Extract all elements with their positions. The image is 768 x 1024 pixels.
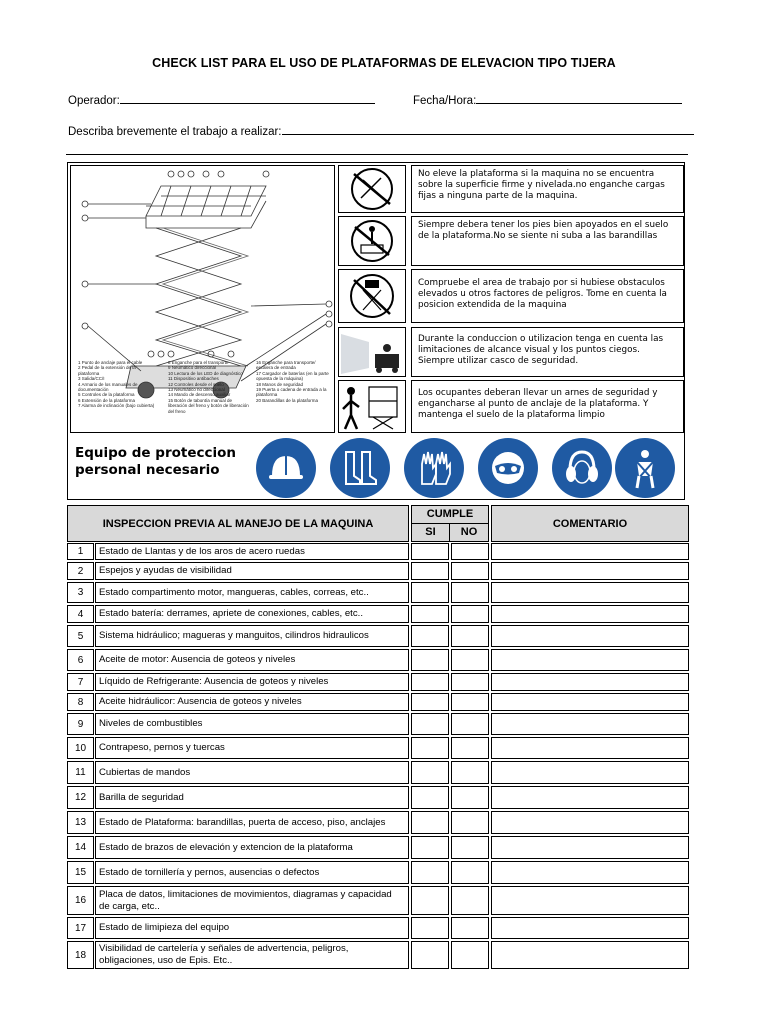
row-no-checkbox[interactable] xyxy=(451,543,489,560)
row-item-text: Sistema hidráulico; magueras y manguitos, cilindros hidraulicos xyxy=(95,625,409,647)
row-no-checkbox[interactable] xyxy=(451,786,489,809)
epp-label xyxy=(75,445,236,479)
row-si-checkbox[interactable] xyxy=(411,605,449,623)
row-comment-field[interactable] xyxy=(491,941,689,969)
helmet-icon xyxy=(256,438,316,498)
header-cumple-label: CUMPLE xyxy=(412,506,488,524)
header-comentario: COMENTARIO xyxy=(491,505,689,542)
legend-col-1 xyxy=(78,360,156,409)
legend-item: 5 Controles de la plataforma xyxy=(78,392,135,398)
row-comment-field[interactable] xyxy=(491,761,689,784)
table-row xyxy=(67,811,689,834)
row-si-checkbox[interactable] xyxy=(411,917,449,939)
row-number: 8 xyxy=(67,693,94,711)
legend-item: 11 Dispositivo antibaches xyxy=(168,376,219,382)
table-row xyxy=(67,737,689,759)
row-item-text: Niveles de combustibles xyxy=(95,713,409,735)
legend-item: 14 Mando de descenso auxiliar xyxy=(168,392,231,398)
row-number: 2 xyxy=(67,562,94,580)
legend-item: 2 Pedal de la extensión de la plataforma xyxy=(78,365,136,376)
row-no-checkbox[interactable] xyxy=(451,737,489,759)
row-item-text: Estado de Llantas y de los aros de acero ruedas xyxy=(95,543,409,560)
table-row xyxy=(67,693,689,711)
row-item-text: Estado de limipieza del equipo xyxy=(95,917,409,939)
row-no-checkbox[interactable] xyxy=(451,649,489,671)
row-item-text: Líquido de Refrigerante: Ausencia de goteos y niveles xyxy=(95,673,409,691)
row-si-checkbox[interactable] xyxy=(411,786,449,809)
trabajo-field[interactable] xyxy=(68,124,694,138)
row-no-checkbox[interactable] xyxy=(451,713,489,735)
trabajo-label: Describa brevemente el trabajo a realizar: xyxy=(68,126,282,138)
row-number: 11 xyxy=(67,761,94,784)
row-comment-field[interactable] xyxy=(491,786,689,809)
document-title: CHECK LIST PARA EL USO DE PLATAFORMAS DE ELEVACION TIPO TIJERA xyxy=(152,56,616,70)
legend-item: 1 Punto de anclaje para el cable xyxy=(78,360,143,365)
row-item-text: Barilla de seguridad xyxy=(95,786,409,809)
row-item-text: Aceite de motor: Ausencia de goteos y niveles xyxy=(95,649,409,671)
row-no-checkbox[interactable] xyxy=(451,861,489,884)
row-no-checkbox[interactable] xyxy=(451,886,489,915)
row-no-checkbox[interactable] xyxy=(451,625,489,647)
table-row xyxy=(67,861,689,884)
legend-col-2 xyxy=(168,360,252,414)
legend-item: 10 Lectura de los LED de diagnóstico xyxy=(168,370,243,376)
blind-spot-icon xyxy=(339,328,405,376)
warning-pic-obstacles xyxy=(338,269,406,323)
row-no-checkbox[interactable] xyxy=(451,673,489,691)
legend-item: 3 Salida/CC/I xyxy=(78,376,105,382)
row-comment-field[interactable] xyxy=(491,713,689,735)
row-no-checkbox[interactable] xyxy=(451,693,489,711)
warning-pic-harness xyxy=(338,380,406,433)
table-row xyxy=(67,836,689,859)
row-no-checkbox[interactable] xyxy=(451,836,489,859)
row-item-text: Estado de tornillería y pernos, ausencias o defectos xyxy=(95,861,409,884)
legend-item: 17 Cargador de baterías (en la parte opuesta de la máquina) xyxy=(256,370,329,382)
row-item-text: Cubiertas de mandos xyxy=(95,761,409,784)
warning-text-3: Compruebe el area de trabajo por si hubiese obstaculos elevados u otros factores de peligros. Tome en cuenta la posicion extendida de la maquina xyxy=(411,269,684,323)
row-number: 9 xyxy=(67,713,94,735)
warning-text-4: Durante la conduccion o utilizacion tenga en cuenta las limitaciones de alcance visual y los puntos ciegos. Siempre utilizar casco de seguridad. xyxy=(411,327,684,377)
row-number: 5 xyxy=(67,625,94,647)
row-number: 10 xyxy=(67,737,94,759)
legend-item: 12 Controles desde el suelo xyxy=(168,381,224,387)
row-comment-field[interactable] xyxy=(491,886,689,915)
legend-item: 7 Alarma de inclinación (bajo cubierta) xyxy=(78,403,155,409)
legend-item: 16 Enganche para transporte/ escalera de entrada xyxy=(256,360,316,371)
row-number: 15 xyxy=(67,861,94,884)
table-row xyxy=(67,786,689,809)
overhead-obstacle-icon xyxy=(339,270,405,322)
row-comment-field[interactable] xyxy=(491,582,689,603)
epp-label-line2: personal necesario xyxy=(75,462,220,478)
row-item-text: Aceite hidráulicor: Ausencia de goteos y niveles xyxy=(95,693,409,711)
row-comment-field[interactable] xyxy=(491,811,689,834)
legend-item: 18 Manos de seguridad xyxy=(256,381,304,387)
warning-pic-level-ground xyxy=(338,165,406,213)
row-number: 16 xyxy=(67,886,94,915)
legend-item: 8 Enganche para el transporte xyxy=(168,360,229,365)
row-number: 1 xyxy=(67,543,94,560)
trabajo-second-line[interactable] xyxy=(66,154,688,155)
fecha-line[interactable] xyxy=(476,93,682,104)
row-comment-field[interactable] xyxy=(491,737,689,759)
row-no-checkbox[interactable] xyxy=(451,941,489,969)
table-row xyxy=(67,582,689,603)
legend-col-3 xyxy=(256,360,333,403)
row-number: 6 xyxy=(67,649,94,671)
row-item-text: Espejos y ayudas de visibilidad xyxy=(95,562,409,580)
harness-icon xyxy=(615,438,675,498)
legend-item: 9 Neumático direccional xyxy=(168,365,217,371)
table-row xyxy=(67,761,689,784)
header-cumple xyxy=(411,505,489,542)
row-si-checkbox[interactable] xyxy=(411,582,449,603)
row-number: 18 xyxy=(67,941,94,969)
operador-field[interactable] xyxy=(68,93,375,107)
row-item-text: Placa de datos, limitaciones de movimientos, diagramas y capacidad de carga, etc.. xyxy=(95,886,409,915)
row-number: 12 xyxy=(67,786,94,809)
row-si-checkbox[interactable] xyxy=(411,886,449,915)
row-si-checkbox[interactable] xyxy=(411,625,449,647)
row-si-checkbox[interactable] xyxy=(411,543,449,560)
legend-item: 13 Neumático no direccional xyxy=(168,387,225,393)
row-no-checkbox[interactable] xyxy=(451,811,489,834)
row-number: 7 xyxy=(67,673,94,691)
row-si-checkbox[interactable] xyxy=(411,673,449,691)
row-si-checkbox[interactable] xyxy=(411,836,449,859)
row-comment-field[interactable] xyxy=(491,693,689,711)
header-inspeccion: INSPECCION PREVIA AL MANEJO DE LA MAQUINA xyxy=(67,505,409,542)
gloves-icon xyxy=(404,438,464,498)
row-comment-field[interactable] xyxy=(491,917,689,939)
warning-pic-feet xyxy=(338,216,406,266)
row-number: 13 xyxy=(67,811,94,834)
row-no-checkbox[interactable] xyxy=(451,761,489,784)
table-row xyxy=(67,673,689,691)
row-no-checkbox[interactable] xyxy=(451,562,489,580)
row-si-checkbox[interactable] xyxy=(411,861,449,884)
trabajo-line[interactable] xyxy=(282,124,694,135)
row-si-checkbox[interactable] xyxy=(411,737,449,759)
row-item-text: Estado de brazos de elevación y extencion de la plataforma xyxy=(95,836,409,859)
operador-line[interactable] xyxy=(120,93,375,104)
ear-protection-icon xyxy=(552,438,612,498)
row-number: 4 xyxy=(67,605,94,623)
table-row xyxy=(67,713,689,735)
row-number: 17 xyxy=(67,917,94,939)
goggles-icon xyxy=(478,438,538,498)
row-si-checkbox[interactable] xyxy=(411,649,449,671)
warning-text-1: No eleve la plataforma si la maquina no se encuentra sobre la superficie firme y nivelada.no enganche cargas fijas a ninguna parte de la maquina. xyxy=(411,165,684,213)
row-si-checkbox[interactable] xyxy=(411,761,449,784)
legend-item: 20 Barandillas de la plataforma xyxy=(256,397,319,403)
warning-pic-visibility xyxy=(338,327,406,377)
table-row xyxy=(67,941,689,969)
fecha-label: Fecha/Hora: xyxy=(413,95,477,107)
row-item-text: Estado batería: derrames, apriete de conexiones, cables, etc.. xyxy=(95,605,409,623)
no-climb-rail-icon xyxy=(339,217,405,265)
row-comment-field[interactable] xyxy=(491,562,689,580)
row-item-text: Estado compartimento motor, mangueras, cables, correas, etc.. xyxy=(95,582,409,603)
no-tilt-icon xyxy=(339,166,405,212)
row-item-text: Estado de Plataforma: barandillas, puerta de acceso, piso, anclajes xyxy=(95,811,409,834)
warning-text-5: Los ocupantes deberan llevar un arnes de seguridad y engancharse al punto de anclaje de la plataforma. Y mantenga el suelo de la plataforma limpio xyxy=(411,380,684,433)
row-comment-field[interactable] xyxy=(491,649,689,671)
warning-text-2: Siempre debera tener los pies bien apoyados en el suelo de la plataforma.No se siente ni suba a las barandillas xyxy=(411,216,684,266)
row-si-checkbox[interactable] xyxy=(411,811,449,834)
table-row xyxy=(67,625,689,647)
harness-worker-icon xyxy=(339,381,405,432)
legend-item: 19 Puerta o cadena de entrada a la plataforma xyxy=(256,387,327,398)
header-no: NO xyxy=(460,526,478,538)
operador-label: Operador: xyxy=(68,95,120,107)
legend-item: 6 Extensión de la plataforma xyxy=(78,397,136,403)
boots-icon xyxy=(330,438,390,498)
row-no-checkbox[interactable] xyxy=(451,605,489,623)
row-si-checkbox[interactable] xyxy=(411,713,449,735)
legend-item: 15 Botón de tabontía manual de liberación del freno y botón de liberación del freno xyxy=(168,397,249,414)
row-si-checkbox[interactable] xyxy=(411,562,449,580)
row-item-text: Contrapeso, pernos y tuercas xyxy=(95,737,409,759)
table-row xyxy=(67,649,689,671)
row-comment-field[interactable] xyxy=(491,836,689,859)
fecha-field[interactable] xyxy=(413,93,682,107)
row-number: 14 xyxy=(67,836,94,859)
row-si-checkbox[interactable] xyxy=(411,941,449,969)
row-no-checkbox[interactable] xyxy=(451,582,489,603)
legend-item: 4 Armario de los manuales de documentación xyxy=(78,381,138,393)
table-row xyxy=(67,605,689,623)
table-row xyxy=(67,543,689,560)
row-comment-field[interactable] xyxy=(491,605,689,623)
table-row xyxy=(67,917,689,939)
row-comment-field[interactable] xyxy=(491,625,689,647)
row-comment-field[interactable] xyxy=(491,543,689,560)
row-comment-field[interactable] xyxy=(491,673,689,691)
row-number: 3 xyxy=(67,582,94,603)
table-row xyxy=(67,886,689,915)
row-item-text: Visibilidad de cartelería y señales de advertencia, peligros, obligaciones, uso de Epis. Etc.. xyxy=(95,941,409,969)
header-si: SI xyxy=(412,524,450,541)
table-row xyxy=(67,562,689,580)
row-comment-field[interactable] xyxy=(491,861,689,884)
row-no-checkbox[interactable] xyxy=(451,917,489,939)
row-si-checkbox[interactable] xyxy=(411,693,449,711)
epp-label-line1: Equipo de proteccion xyxy=(75,445,237,461)
